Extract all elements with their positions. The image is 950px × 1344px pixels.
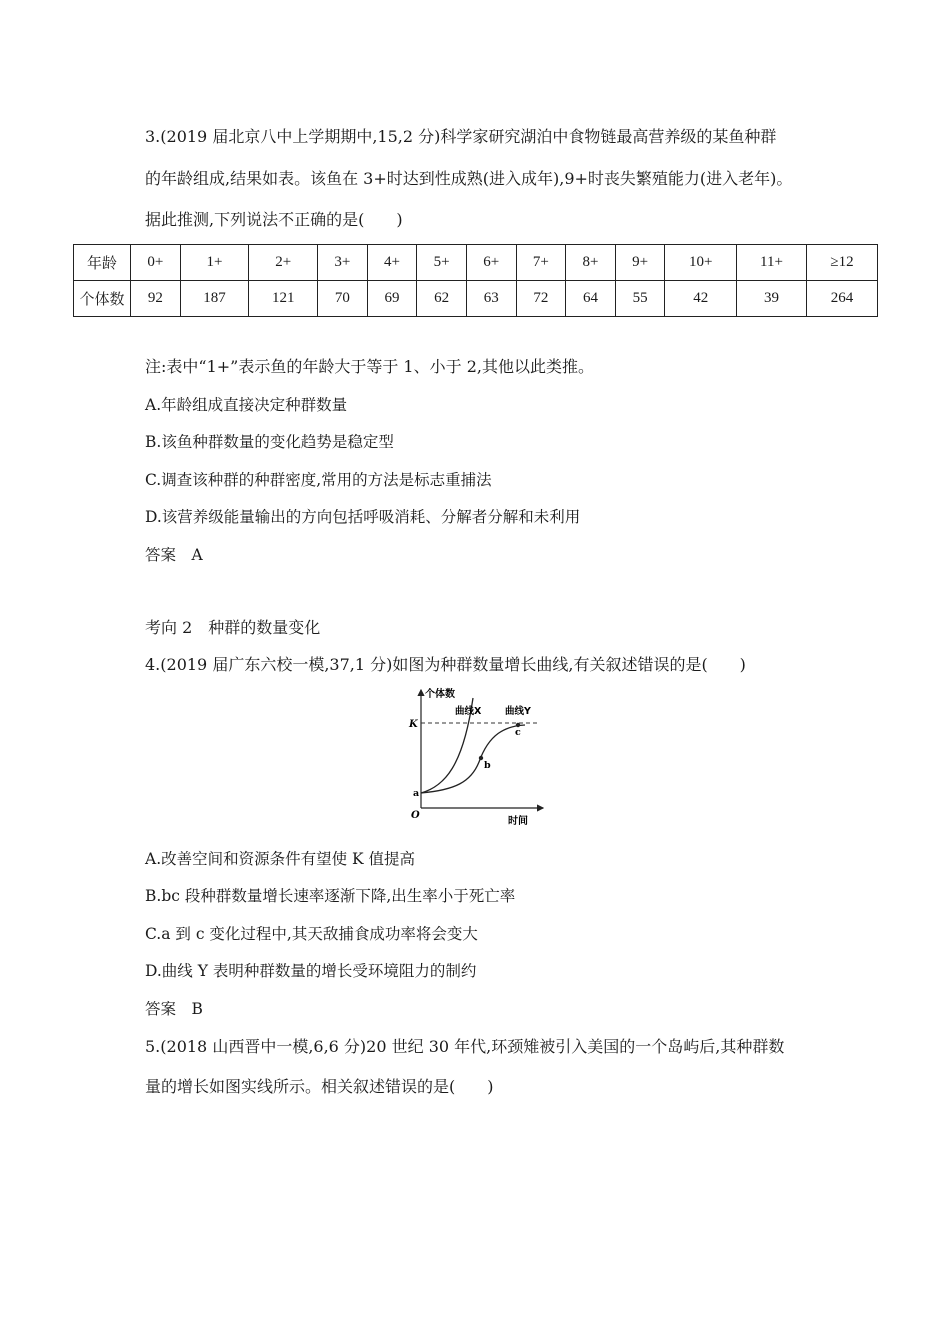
table-cell: ≥12: [806, 245, 877, 281]
table-cell: 187: [180, 281, 249, 317]
table-cell: 8+: [566, 245, 616, 281]
table-cell: 5+: [417, 245, 467, 281]
table-cell: 264: [806, 281, 877, 317]
table-cell: 9+: [615, 245, 665, 281]
table-header-count: 个体数: [74, 281, 131, 317]
table-cell: 42: [665, 281, 737, 317]
table-cell: 69: [367, 281, 417, 317]
population-growth-figure: [405, 686, 550, 828]
q3-option-c: C.调查该种群的种群密度,常用的方法是标志重捕法: [145, 471, 492, 489]
y-axis-label: 个体数: [425, 689, 455, 700]
q5-stem-line-2: 量的增长如图实线所示。相关叙述错误的是( ): [145, 1077, 494, 1096]
point-a-label: a: [413, 788, 420, 799]
q3-option-b: B.该鱼种群数量的变化趋势是稳定型: [145, 433, 394, 451]
growth-curve-svg: [405, 686, 550, 828]
q3-stem-line-1: 3.(2019 届北京八中上学期期中,15,2 分)科学家研究湖泊中食物链最高营养级的某鱼种群: [145, 127, 777, 146]
curve-x-label: 曲线X: [455, 706, 482, 717]
point-b-label: b: [484, 760, 491, 771]
q4-option-c: C.a 到 c 变化过程中,其天敌捕食成功率将会变大: [145, 925, 478, 943]
q3-option-a: A.年龄组成直接决定种群数量: [145, 396, 348, 414]
table-row-count: [74, 281, 878, 317]
table-cell: 62: [417, 281, 467, 317]
q5-stem-line-1: 5.(2018 山西晋中一模,6,6 分)20 世纪 30 年代,环颈雉被引入美国的一个岛屿后,其种群数: [145, 1037, 785, 1056]
point-b-dot: [479, 756, 483, 760]
q3-note: 注:表中“1+”表示鱼的年龄大于等于 1、小于 2,其他以此类推。: [145, 357, 594, 376]
age-structure-table: [73, 244, 878, 317]
table-cell: 39: [737, 281, 807, 317]
table-cell: 4+: [367, 245, 417, 281]
curve-y-label: 曲线Y: [505, 706, 531, 717]
curve-y: [421, 725, 525, 793]
table-cell: 6+: [466, 245, 516, 281]
table-cell: 10+: [665, 245, 737, 281]
table-cell: 0+: [131, 245, 181, 281]
table-cell: 64: [566, 281, 616, 317]
q3-answer: 答案 A: [145, 546, 203, 564]
table-cell: 55: [615, 281, 665, 317]
table-cell: 2+: [249, 245, 318, 281]
k-label: K: [409, 719, 418, 730]
q3-option-d: D.该营养级能量输出的方向包括呼吸消耗、分解者分解和未利用: [145, 508, 581, 526]
table-row-age: [74, 245, 878, 281]
table-cell: 63: [466, 281, 516, 317]
q3-stem-line-2: 的年龄组成,结果如表。该鱼在 3+时达到性成熟(进入成年),9+时丧失繁殖能力(进入老年)。: [145, 169, 793, 188]
origin-label: O: [411, 810, 420, 821]
q3-stem-line-3: 据此推测,下列说法不正确的是( ): [145, 210, 403, 229]
table-cell: 121: [249, 281, 318, 317]
point-c-label: c: [515, 727, 521, 738]
table-cell: 72: [516, 281, 566, 317]
section-heading: 考向 2 种群的数量变化: [145, 618, 321, 637]
q4-stem: 4.(2019 届广东六校一模,37,1 分)如图为种群数量增长曲线,有关叙述错误的是( ): [145, 655, 746, 674]
q4-option-d: D.曲线 Y 表明种群数量的增长受环境阻力的制约: [145, 962, 477, 980]
table-cell: 11+: [737, 245, 807, 281]
table-cell: 1+: [180, 245, 249, 281]
q4-option-b: B.bc 段种群数量增长速率逐渐下降,出生率小于死亡率: [145, 887, 516, 905]
table-cell: 70: [318, 281, 368, 317]
table-header-age: 年龄: [74, 245, 131, 281]
q4-option-a: A.改善空间和资源条件有望使 K 值提高: [145, 850, 416, 868]
x-axis-label: 时间: [508, 816, 528, 827]
table-cell: 92: [131, 281, 181, 317]
table-cell: 3+: [318, 245, 368, 281]
table-cell: 7+: [516, 245, 566, 281]
q4-answer: 答案 B: [145, 1000, 203, 1018]
